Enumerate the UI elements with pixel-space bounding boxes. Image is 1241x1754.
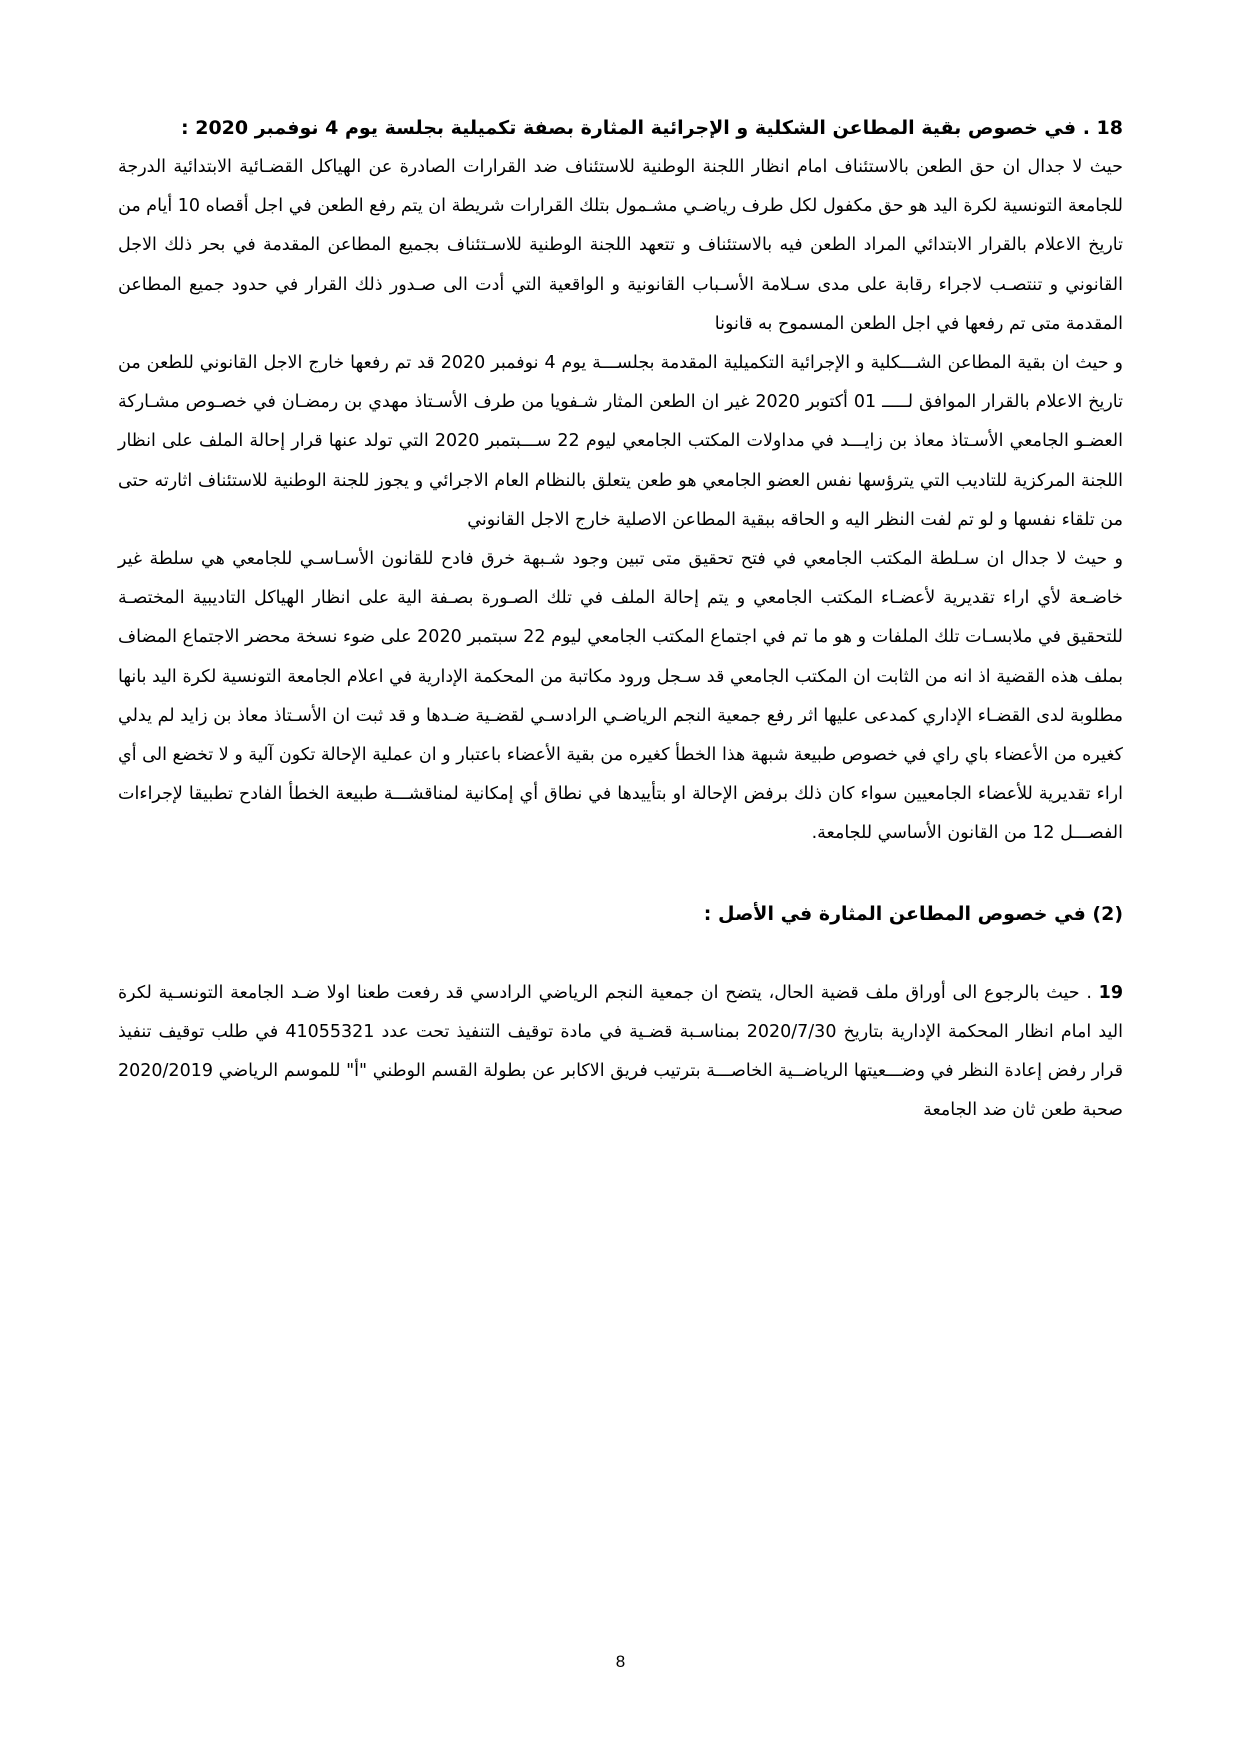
section-19-text: . حيث بالرجوع الى أوراق ملف قضية الحال، يتضح ان جمعية النجم الرياضي الرادسي قد رفعت طعنا اولا ضـد الجامعة التونسـية لكرة اليد امام انظار المحكمة الإدارية بتاريخ 2020/7/30 بمناسـبة قضـية في مادة توقيف التنفيذ تحت عدد 41055321 في طلب توقيف تنفيذ قرار رفض إعادة النظر في وضـــعيتها الرياضــية الخاصـــة بترتيب فريق الاكابر عن بطولة القسم الوطني "أ" للموسم الرياضي 2020/2019 صحبة طعن ثان ضد الجامعة <box>118 982 1123 1121</box>
spacer <box>118 934 1123 974</box>
paragraph-supplementary-pleas: و حيث ان بقية المطاعن الشـــكلية و الإجرائية التكميلية المقدمة بجلســـة يوم 4 نوفمبر 2020 قد تم رفعها خارج الاجل القانوني للطعن من تاريخ الاعلام بالقرار الموافق لـــــ 01 أكتوبر 2020 غير ان الطعن المثار شـفويا من طرف الأسـتاذ مهدي بن رمضـان في خصـوص مشـاركة العضـو الجامعي الأسـتاذ معاذ بن زايـــد في مداولات المكتب الجامعي ليوم 22 ســـبتمبر 2020 التي تولد عنها قرار إحالة الملف على انظار اللجنة المركزية للتاديب التي يترؤسها نفس العضو الجامعي هو طعن يتعلق بالنظام العام الاجرائي و يجوز للجنة الوطنية للاستئناف اثارته حتى من تلقاء نفسها و لو تم لفت النظر اليه و الحاقه ببقية المطاعن الاصلية خارج الاجل القانوني <box>118 353 1124 530</box>
spacer <box>118 854 1123 894</box>
section-number: 19 <box>1098 982 1123 1003</box>
paragraph-bureau-authority: و حيث لا جدال ان سـلطة المكتب الجامعي في فتح تحقيق متى تبين وجود شـبهة خرق فادح للقانون الأسـاسـي للجامعي هي سلطة غير خاضـعة لأي اراء تقديرية لأعضـاء المكتب الجامعي و يتم إحالة الملف في تلك الصـورة بصـفة الية على انظار الهياكل التاديبية المختصـة للتحقيق في ملابسـات تلك الملفات و هو ما تم في اجتماع المكتب الجامعي ليوم 22 سبتمبر 2020 على ضوء نسخة محضر الاجتماع المضاف بملف هذه القضية اذ انه من الثابت ان المكتب الجامعي قد سـجل ورود مكاتبة من المحكمة الإدارية في اعلام الجامعة التونسية لكرة اليد بانها مطلوبة لدى القضـاء الإداري كمدعى عليها اثر رفع جمعية النجم الرياضـي الرادسـي لقضـية ضـدها و قد ثبت ان الأسـتاذ معاذ بن زايد لم يدلي كغيره من الأعضاء باي راي في خصوص طبيعة شبهة هذا الخطأ كغيره من بقية الأعضاء باعتبار و ان عملية الإحالة تكون آلية و لا تخضع الى أي اراء تقديرية للأعضاء الجامعيين سواء كان ذلك برفض الإحالة او بتأييدها في نطاق أي إمكانية لمناقشـــة طبيعة الخطأ الفادح تطبيقا لإجراءات الفصـــل 12 من القانون الأساسي للجامعة. <box>118 549 1123 844</box>
section-number: 18 <box>1096 117 1123 139</box>
section-19-paragraph <box>118 974 1123 1131</box>
section-2-heading: (2) في خصوص المطاعن المثارة في الأصل : <box>703 902 1123 925</box>
document-page <box>118 108 1123 1130</box>
paragraph-appeal-right: حيث لا جدال ان حق الطعن بالاستئناف امام انظار اللجنة الوطنية للاستئناف ضد القرارات الصادرة عن الهياكل القضـائية الابتدائية الدرجة للجامعة التونسية لكرة اليد هو حق مكفول لكل طرف رياضـي مشـمول بتلك القرارات شريطة ان يتم رفع الطعن في اجل أقصاه 10 أيام من تاريخ الاعلام بالقرار الابتدائي المراد الطعن فيه بالاستئناف و تتعهد اللجنة الوطنية للاسـتئناف بجميع المطاعن المقدمة في بحر ذلك الاجل القانوني و تنتصـب لاجراء رقابة على مدى سـلامة الأسـباب القانونية و الواقعية التي أدت الى صـدور ذلك القرار في حدود جميع المطاعن المقدمة متى تم رفعها في اجل الطعن المسموح به قانونا <box>118 157 1123 334</box>
section-18-heading <box>118 108 1123 148</box>
section-heading-text: . في خصوص بقية المطاعن الشكلية و الإجرائية المثارة بصفة تكميلية بجلسة يوم 4 نوفمبر 2020 : <box>181 117 1097 139</box>
page-number: 8 <box>615 1652 626 1671</box>
